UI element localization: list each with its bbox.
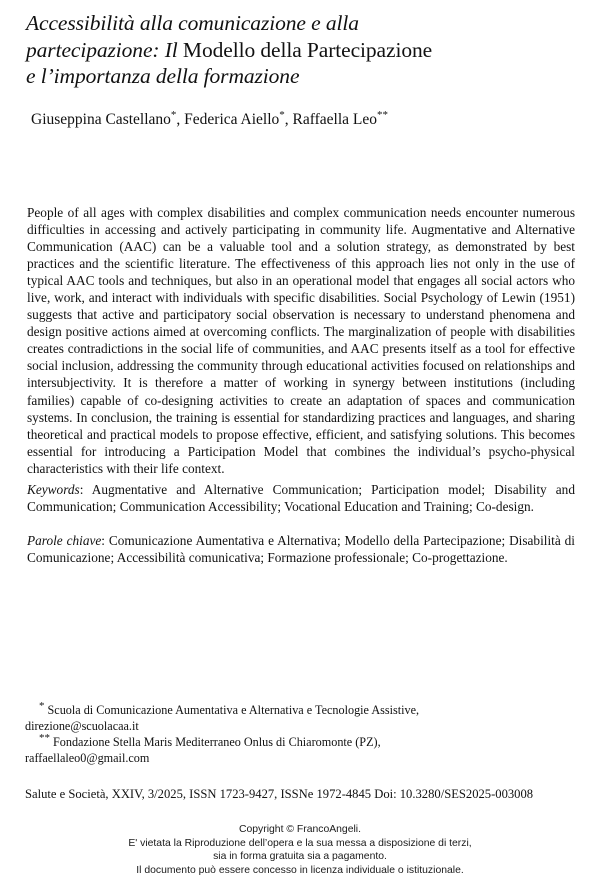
copyright-line-3: sia in forma gratuita sia a pagamento. (213, 851, 387, 863)
keywords-english-label: Keywords (27, 482, 80, 497)
keywords-english-values: Augmentative and Alternative Communication; Participation model; Disability and Communication; Communication Accessibility; Vocational Education and Training; Co-design. (27, 482, 575, 515)
copyright-line-4: Il documento può essere concesso in licenza individuale o istituzionale. (136, 864, 464, 876)
footnote-1 (25, 699, 575, 734)
page-title (26, 10, 578, 90)
author-footnote-marker-2[interactable]: * (279, 108, 285, 121)
keywords-english-separator: : (79, 482, 92, 497)
footnote-affiliation-2: Fondazione Stella Maris Mediterraneo Onlus di Chiaromonte (PZ), (53, 735, 381, 749)
footnote-marker-2: ** (39, 731, 50, 744)
keywords-italian (27, 532, 575, 566)
keywords-english (27, 481, 575, 515)
author-name-1: Giuseppina Castellano (31, 111, 171, 128)
abstract-text: People of all ages with complex disabilities and complex communication needs encounter numerous difficulties in accessing and actively participating in community life. Augmentative and Alternative Communication (AAC) can be a valuable tool and a solution strategy, as demonstrated by best practices and the scientific literature. The effectiveness of this approach lies not only in the use of typical AAC tools and techniques, but also in an operational model that engages all social actors who live, work, and interact with individuals with specific disabilities. Social Psychology of Lewin (1951) suggests that active and participatory social observation is necessary to understand phenomena and design positive actions aimed at overcoming conflicts. The marginalization of people with disabilities creates contradictions in the social life of communities, and AAC presents itself as a tool for effective social inclusion, addressing the community through educational activities focused on relationships and intersubjectivity. It is therefore a matter of working in synergy between institutions (including families) capable of co-designing activities to create an adaptation of spaces and communication systems. In conclusion, the training is essential for standardizing practices and languages, and sharing theoretical and practical models to propose effective, efficient, and satisfying solutions. This becomes essential for introducing a Participation Model that combines the individual’s psycho-physical characteristics with their life context. (27, 205, 575, 476)
title-line-1: Accessibilità alla comunicazione e alla (26, 11, 359, 35)
copyright-notice (0, 823, 600, 877)
author-footnote-marker-3[interactable]: ** (377, 108, 389, 121)
footnote-email-1[interactable]: direzione@scuolacaa.it (25, 719, 139, 733)
author-footnote-marker-1[interactable]: * (170, 108, 177, 121)
journal-citation-line: Salute e Società, XXIV, 3/2025, ISSN 1723-9427, ISSNe 1972-4845 Doi: 10.3280/SES2025-003008 (25, 787, 534, 801)
footnote-2 (25, 731, 575, 766)
keywords-italian-values: Comunicazione Aumentativa e Alternativa; Modello della Partecipazione; Disabilità di Comunicazione; Accessibilità comunicativa; Formazione professionale; Co-progettazione. (27, 533, 576, 566)
keywords-italian-separator: : (101, 533, 109, 548)
title-line-3: e l’importanza della formazione (26, 64, 300, 88)
author-separator-2: , (284, 111, 293, 128)
copyright-line-2: E' vietata la Riproduzione dell’opera e la sua messa a disposizione di terzi, (128, 837, 472, 849)
author-name-2: Federica Aiello (184, 111, 280, 128)
title-line-2-italic: partecipazione: Il (26, 37, 178, 62)
copyright-line-1: Copyright © FrancoAngeli. (238, 824, 361, 835)
author-name-3: Raffaella Leo (292, 111, 378, 128)
footnote-affiliation-1: Scuola di Comunicazione Aumentativa e Alternativa e Tecnologie Assistive, (47, 703, 420, 717)
footnote-marker-1: * (39, 699, 45, 712)
footnote-email-2[interactable]: raffaellaleo0@gmail.com (25, 751, 150, 765)
author-list (31, 110, 576, 130)
keywords-italian-label: Parole chiave (27, 533, 102, 548)
author-separator-1: , (176, 111, 185, 128)
footnotes-block (25, 699, 575, 766)
title-line-2-roman: Modello della Partecipazione (177, 37, 433, 62)
